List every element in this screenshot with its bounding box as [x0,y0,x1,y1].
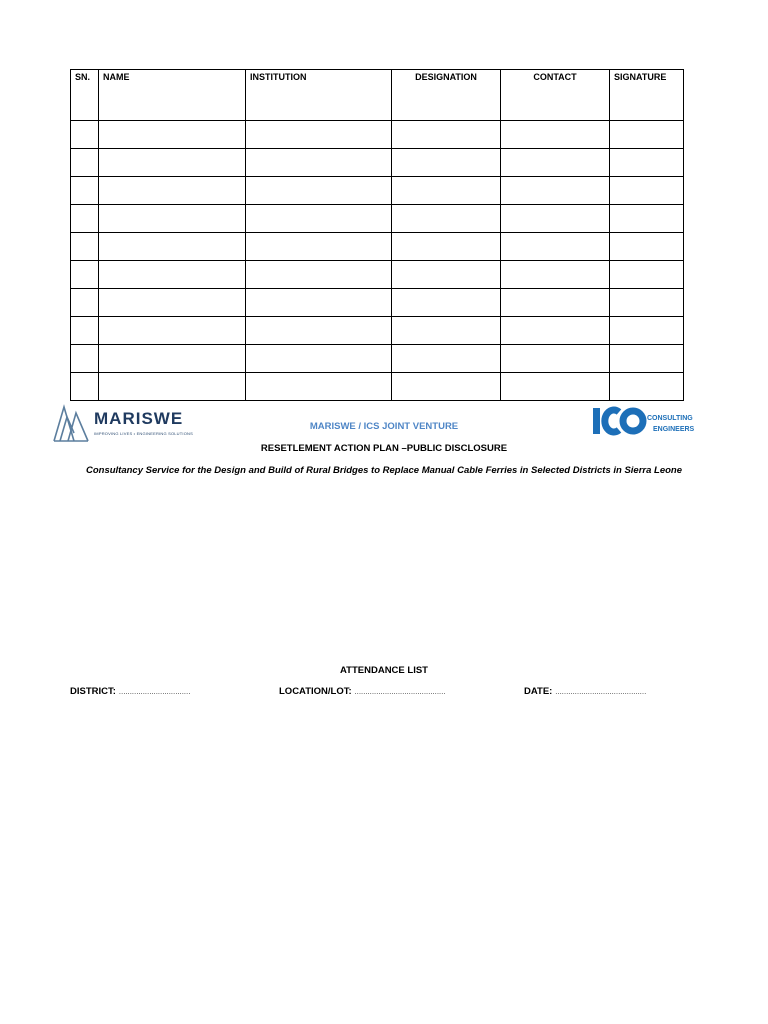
ics-logo-icon [591,402,647,438]
col-header-signature: SIGNATURE [610,70,684,121]
cell-sn [71,205,99,233]
col-header-institution: INSTITUTION [246,70,392,121]
cell-name [99,317,246,345]
col-header-name: NAME [99,70,246,121]
table-row [71,373,684,401]
cell-name [99,373,246,401]
cell-signature [610,121,684,149]
cell-contact [501,345,610,373]
attendance-table-body [71,121,684,401]
cell-name [99,205,246,233]
cell-contact [501,149,610,177]
location-value: …………………………………… [354,689,446,696]
cell-sn [71,373,99,401]
cell-designation [392,177,501,205]
location-field [279,686,445,697]
table-row [71,289,684,317]
cell-name [99,233,246,261]
cell-institution [246,345,392,373]
cell-signature [610,373,684,401]
cell-name [99,149,246,177]
cell-name [99,345,246,373]
cell-institution [246,373,392,401]
cell-institution [246,121,392,149]
cell-name [99,261,246,289]
district-label: DISTRICT: [70,686,116,697]
cell-institution [246,317,392,345]
district-value: …………………………… [118,689,191,696]
cell-designation [392,261,501,289]
table-row [71,177,684,205]
cell-signature [610,261,684,289]
district-field [70,686,190,697]
cell-signature [610,317,684,345]
col-header-contact: CONTACT [501,70,610,121]
cell-institution [246,177,392,205]
cell-institution [246,149,392,177]
cell-sn [71,121,99,149]
consultancy-subtitle: Consultancy Service for the Design and Build of Rural Bridges to Replace Manual Cable Ferries in Selected Districts in Sierra Leone [85,465,683,476]
cell-signature [610,289,684,317]
joint-venture-title: MARISWE / ICS JOINT VENTURE [309,421,459,432]
table-row [71,233,684,261]
cell-sn [71,289,99,317]
date-label: DATE: [524,686,553,697]
cell-sn [71,317,99,345]
cell-institution [246,261,392,289]
cell-institution [246,205,392,233]
cell-institution [246,233,392,261]
ics-line-consulting: CONSULTING [647,415,693,422]
cell-contact [501,177,610,205]
cell-name [99,289,246,317]
col-header-designation: DESIGNATION [392,70,501,121]
cell-sn [71,345,99,373]
attendance-table [70,69,684,401]
table-row [71,317,684,345]
cell-sn [71,233,99,261]
cell-signature [610,149,684,177]
cell-signature [610,177,684,205]
plan-title: RESETLEMENT ACTION PLAN –PUBLIC DISCLOSURE [260,443,508,454]
cell-contact [501,233,610,261]
cell-signature [610,205,684,233]
cell-sn [71,177,99,205]
cell-designation [392,317,501,345]
col-header-sn: SN. [71,70,99,121]
cell-designation [392,121,501,149]
cell-designation [392,233,501,261]
cell-institution [246,289,392,317]
date-value: …………………………………… [554,689,646,696]
cell-contact [501,261,610,289]
ics-line-engineers: ENGINEERS [653,426,695,433]
table-row [71,345,684,373]
table-row [71,205,684,233]
cell-designation [392,373,501,401]
attendance-list-heading: ATTENDANCE LIST [340,665,428,676]
date-field [524,686,646,697]
table-row [71,121,684,149]
cell-contact [501,373,610,401]
table-row [71,149,684,177]
cell-name [99,177,246,205]
cell-contact [501,121,610,149]
location-label: LOCATION/LOT: [279,686,352,697]
cell-signature [610,233,684,261]
cell-name [99,121,246,149]
cell-contact [501,205,610,233]
cell-designation [392,149,501,177]
cell-signature [610,345,684,373]
table-header-row [71,70,684,121]
cell-designation [392,289,501,317]
ics-logo [591,402,711,442]
cell-sn [71,261,99,289]
mariswe-tagline: IMPROVING LIVES • ENGINEERING SOLUTIONS [94,431,193,436]
cell-contact [501,289,610,317]
cell-designation [392,205,501,233]
table-row [71,261,684,289]
cell-contact [501,317,610,345]
cell-designation [392,345,501,373]
mariswe-wordmark: MARISWE [94,409,184,428]
cell-sn [71,149,99,177]
